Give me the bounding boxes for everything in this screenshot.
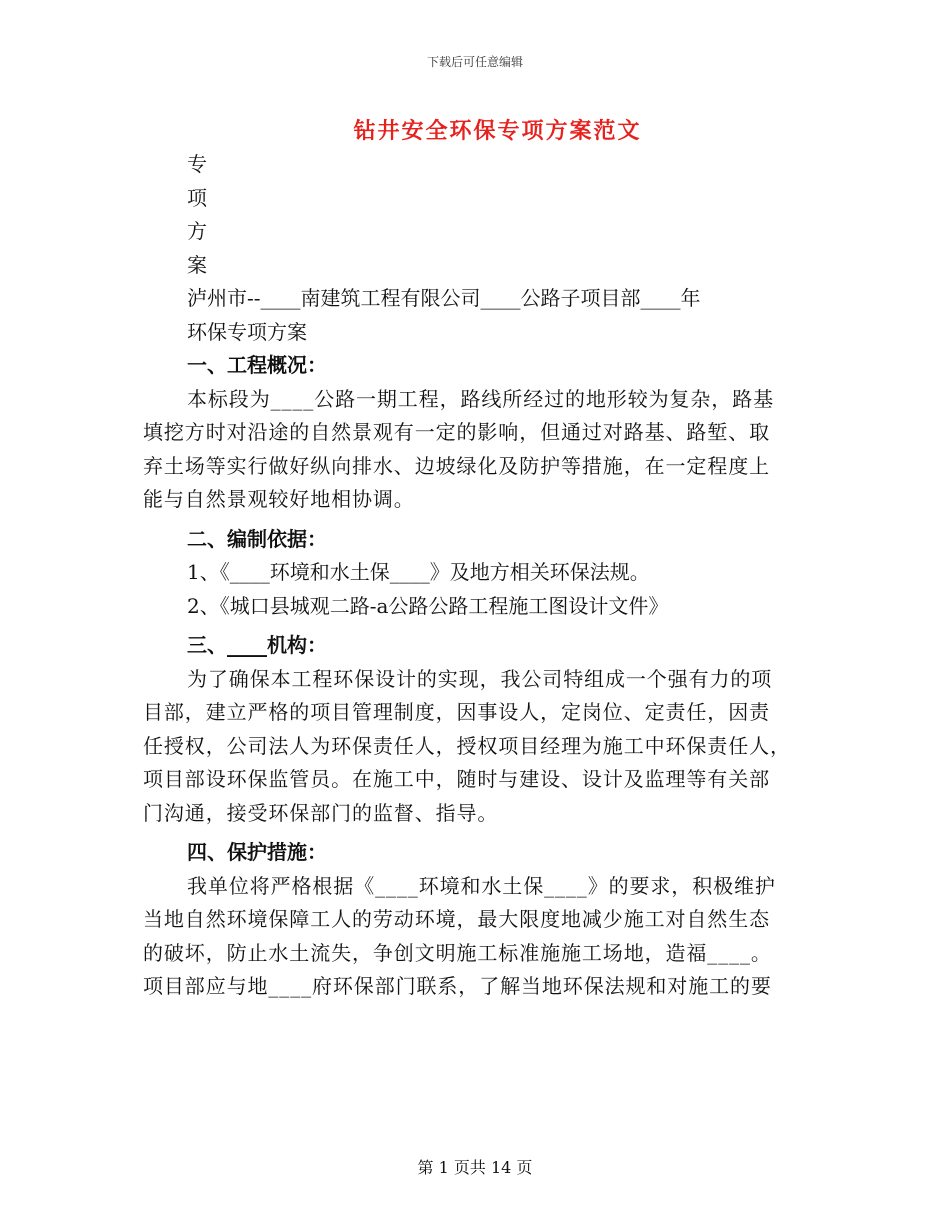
section-heading: 一、工程概况： bbox=[187, 353, 327, 377]
paragraph-line: 门沟通，接受环保部门的监督、指导。 bbox=[143, 800, 499, 825]
section-paragraph bbox=[143, 870, 793, 1004]
paragraph-line: 我单位将严格根据《____环境和水土保____》的要求，积极维护 bbox=[187, 873, 776, 898]
paragraph-line: 当地自然环境保障工人的劳动环境，最大限度地减少施工对自然生态 bbox=[143, 907, 770, 931]
paragraph-line: 弃土场等实行做好纵向排水、边坡绿化及防护等措施，在一定程度上 bbox=[143, 453, 770, 478]
section-paragraph bbox=[143, 663, 793, 831]
paragraph-line: 为了确保本工程环保设计的实现，我公司特组成一个强有力的项 bbox=[187, 666, 773, 691]
page-footer: 第 1 页共 14 页 bbox=[417, 1158, 533, 1177]
paragraph-line: 项目部设环保监管员。在施工中，随时与建设、设计及监理等有关部 bbox=[143, 767, 770, 791]
paragraph-line: 任授权，公司法人为环保责任人，授权项目经理为施工中环保责任人， bbox=[143, 733, 791, 758]
vertical-char: 专 bbox=[187, 152, 207, 176]
document-body bbox=[143, 148, 793, 1004]
section-paragraph bbox=[143, 383, 793, 517]
subtitle: 环保专项方案 bbox=[187, 319, 307, 344]
paragraph-line: 项目部应与地____府环保部门联系，了解当地环保法规和对施工的要 bbox=[143, 974, 772, 998]
list-item: 1、《____环境和水土保____》及地方相关环保法规。 bbox=[187, 560, 650, 584]
paragraph-line: 能与自然景观较好地相协调。 bbox=[143, 487, 415, 511]
vertical-char: 案 bbox=[187, 252, 207, 277]
paragraph-line: 填挖方时对沿途的自然景观有一定的影响，但通过对路基、路堑、取 bbox=[143, 420, 770, 444]
section-heading: 三、____机构： bbox=[187, 633, 327, 657]
vertical-char: 项 bbox=[187, 185, 207, 210]
section-heading: 四、保护措施： bbox=[187, 840, 327, 864]
list-item: 2、《城口县城观二路-a公路公路工程施工图设计文件》 bbox=[187, 593, 669, 618]
paragraph-line: 目部，建立严格的项目管理制度，因事设人，定岗位、定责任，因责 bbox=[143, 700, 770, 724]
document-title: 钻井安全环保专项方案范文 bbox=[353, 118, 642, 144]
company-line: 泸州市--____南建筑工程有限公司____公路子项目部____年 bbox=[187, 286, 701, 310]
paragraph-line: 的破坏，防止水土流失，争创文明施工标准施施工场地，造福____。 bbox=[143, 940, 772, 965]
vertical-char: 方 bbox=[187, 219, 207, 243]
page-header: 下载后可任意编辑 bbox=[426, 55, 523, 69]
section-heading: 二、编制依据： bbox=[187, 526, 327, 551]
paragraph-line: 本标段为____公路一期工程，路线所经过的地形较为复杂，路基 bbox=[187, 386, 774, 411]
